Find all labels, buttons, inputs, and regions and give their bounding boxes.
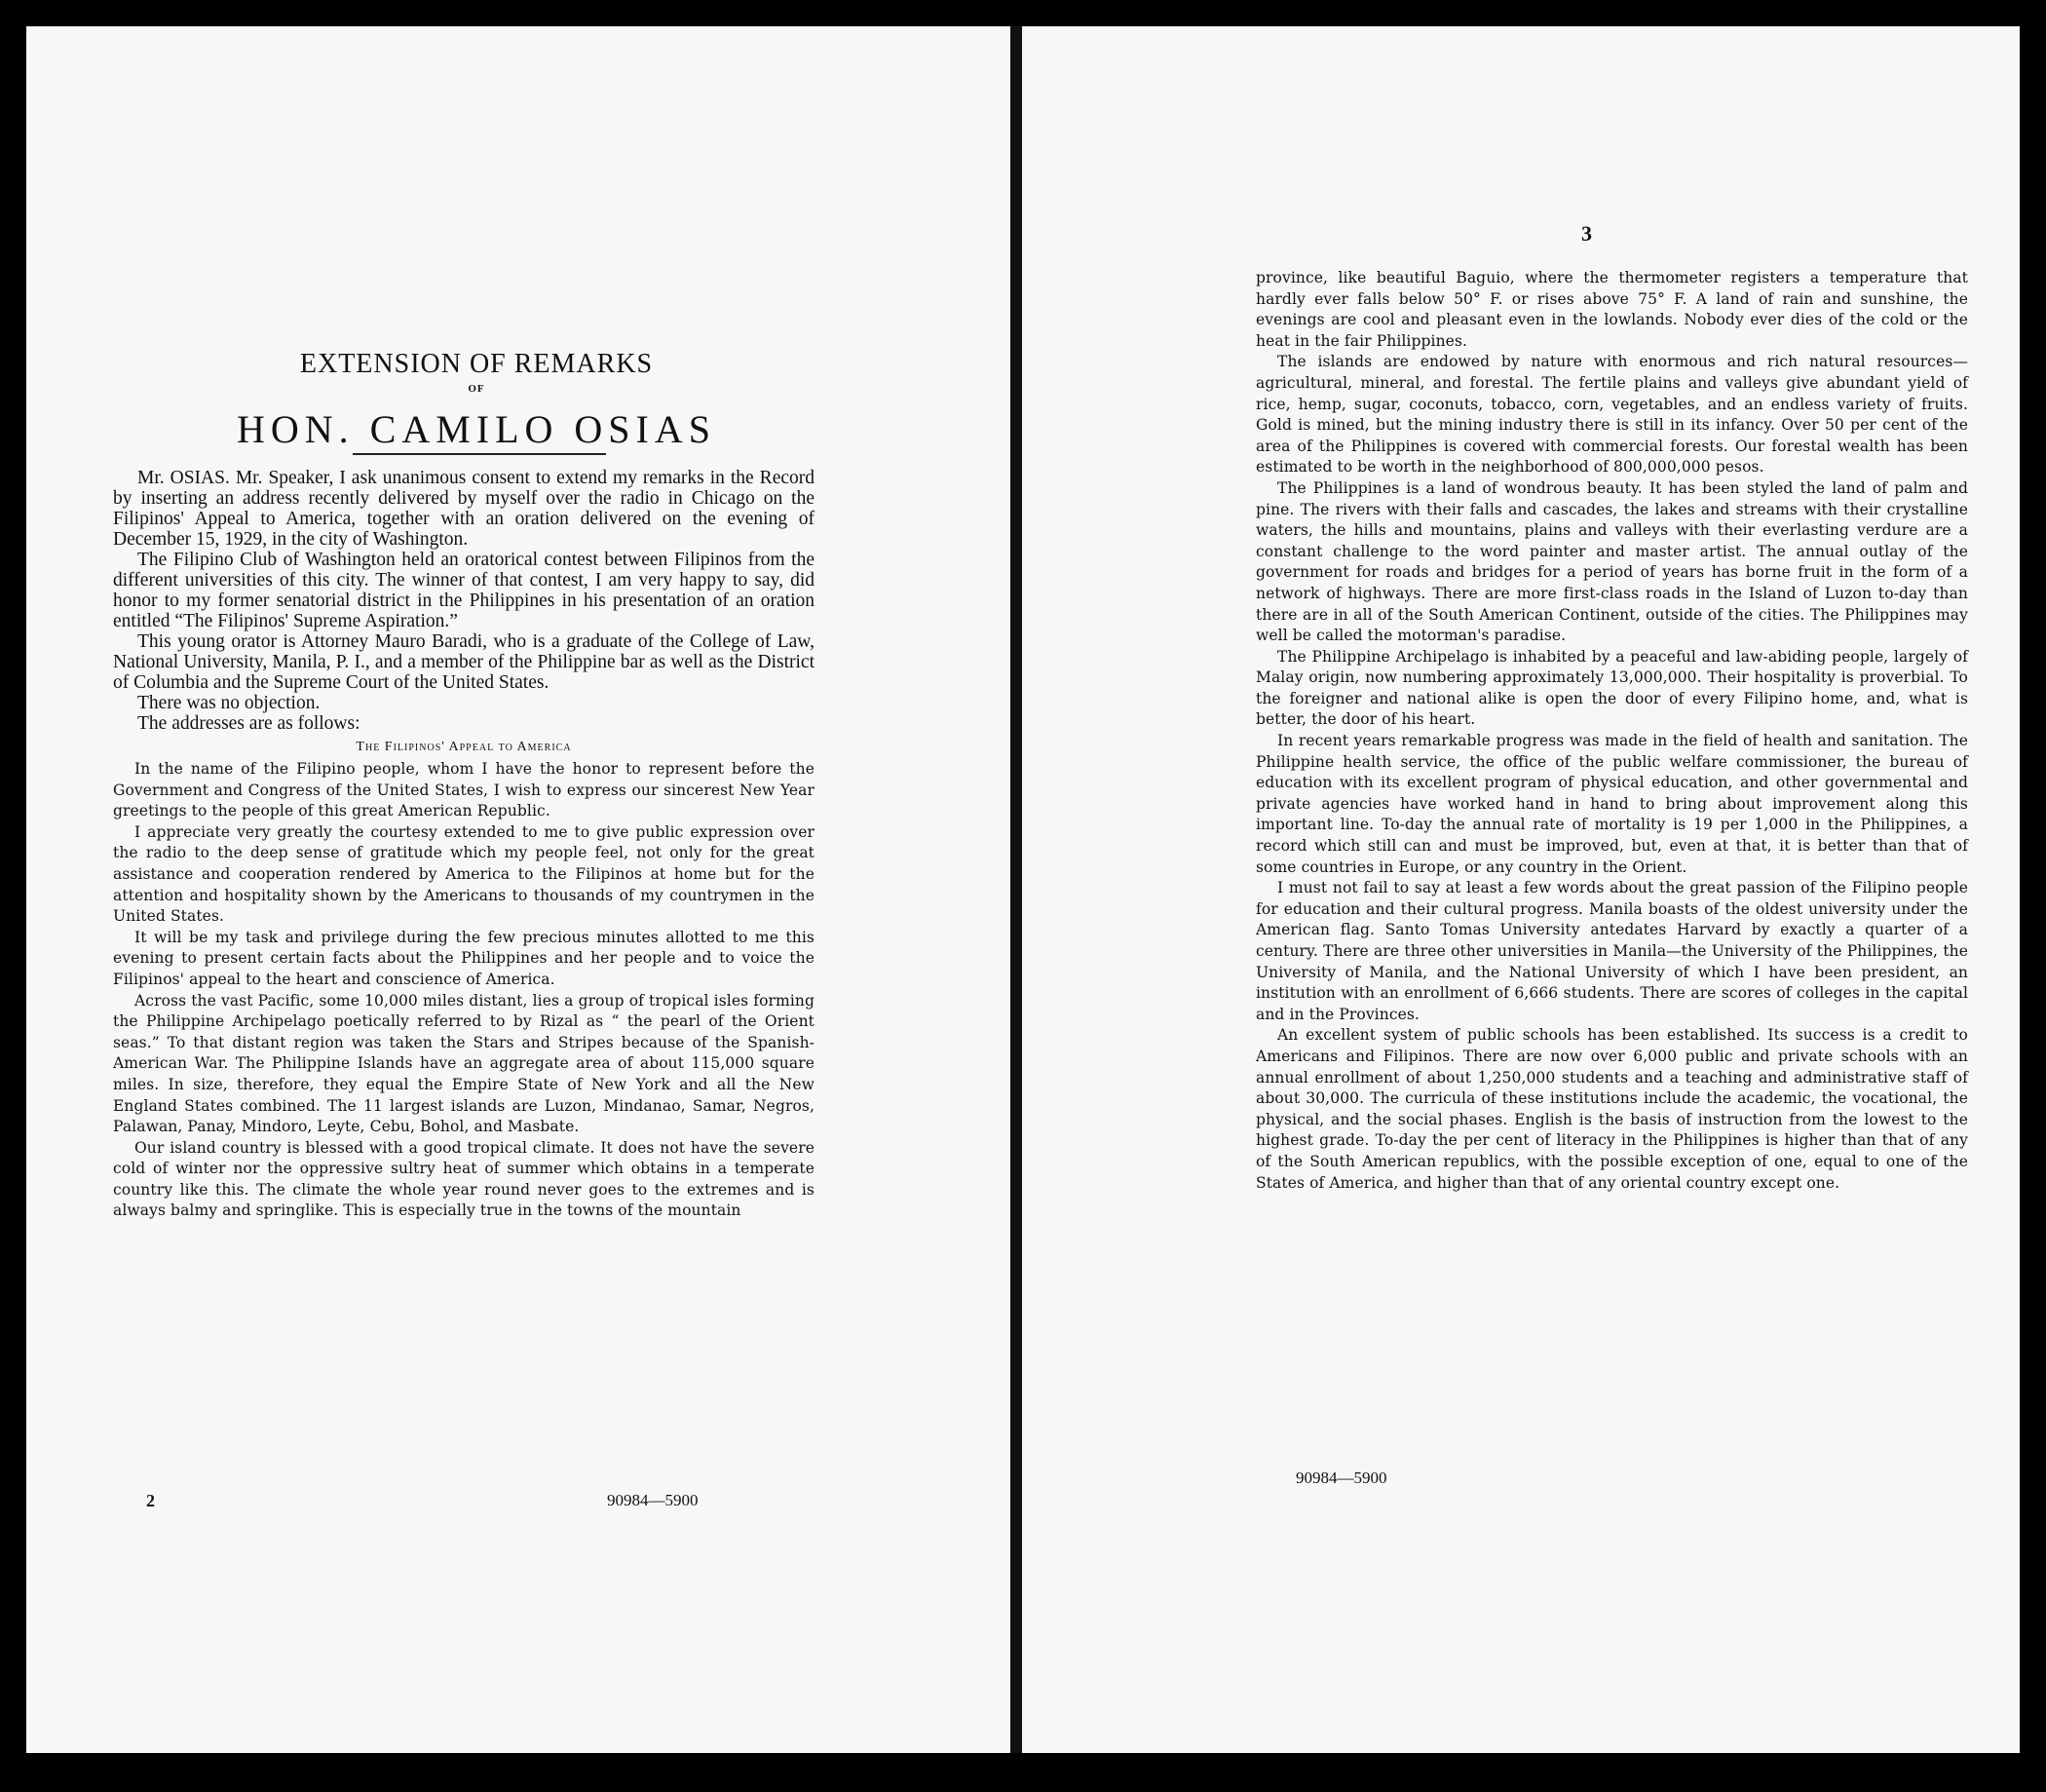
address-title: The Filipinos' Appeal to America [356,740,572,754]
body-paragraph: I appreciate very greatly the courtesy extended to me to give public expression over the radio to the deep sense of gratitude which my people feel, not only for the great assistance and cooperation rendered by America to the Filipinos at home but for the attention and hospitality shown by the Americans to thousands of my countrymen in the United States. [113,822,815,926]
body-paragraph: province, like beautiful Baguio, where the thermometer registers a temperature that hardly ever falls below 50° F. or rises above 75° F. A land of rain and sunshine, the evenings are cool and pleasant even in the lowlands. Nobody ever dies of the cold or the heat in the fair Philippines. [1256,269,1968,350]
body-paragraph: An excellent system of public schools has been established. Its success is a credit to Americans and Filipinos. There are now over 6,000 public and private schools with an annual enrollment of about 1,250,000 students and a teaching and administrative staff of about 30,000. The curricula of these institutions include the academic, the vocational, the physical, and the social phases. English is the basis of instruction from the lowest to the highest grade. To-day the per cent of literacy in the Philippines is higher than that of any of the South American republics, with the possible exception of one, equal to one of the States of America, and higher than that of any oriental country except one. [1256,1026,1968,1192]
intro-paragraph: The addresses are as follows: [137,713,360,734]
page-number: 2 [146,1491,155,1510]
body-paragraph: Our island country is blessed with a good tropical climate. It does not have the severe cold of winter nor the oppressive sultry heat of summer which obtains in a temperate country like this. The climate the whole year round never goes to the extremes and is always balmy and springlike. This is especially true in the towns of the mountain [113,1138,815,1220]
body-paragraph: The Philippines is a land of wondrous beauty. It has been styled the land of palm and pine. The rivers with their falls and cascades, the lakes and streams with their crystalline waters, the hills and mountains, plains and valleys with their everlasting verdure are a constant challenge to the word painter and master artist. The annual outlay of the government for roads and bridges for a period of years has borne fruit in the form of a network of highways. There are more first-class roads in the Island of Luzon to-day than there are in all of the South American Continent, outside of the cities. The Philippines may well be called the motorman's paradise. [1256,478,1968,645]
body-paragraph: The islands are endowed by nature with enormous and rich natural resources—agricultural, mineral, and forestal. The fertile plains and valleys give abundant yield of rice, hemp, sugar, coconuts, tobacco, corn, vegetables, and an endless variety of fruits. Gold is mined, but the mining industry there is still in its infancy. Over 50 per cent of the area of the Philippines is covered with commercial forests. Our forestal wealth has been estimated to be worth in the neighborhood of 800,000,000 pesos. [1256,353,1968,477]
speaker-name: HON. CAMILO OSIAS [236,407,717,451]
body-paragraph: Across the vast Pacific, some 10,000 miles distant, lies a group of tropical isles forming the Philippine Archipelago poetically referred to by Rizal as “ the pearl of the Orient seas.” To that distant region was taken the Stars and Stripes because of the Spanish-American War. The Philippine Islands have an aggregate area of about 115,000 square miles. In size, therefore, they equal the Empire State of New York and all the New England States combined. The 11 largest islands are Luzon, Mindanao, Samar, Negros, Palawan, Panay, Mindoro, Leyte, Cebu, Bohol, and Masbate. [113,991,815,1136]
intro-paragraph: There was no objection. [137,693,321,713]
intro-paragraph: The Filipino Club of Washington held an oratorical contest between Filipinos from the different universities of this city. The winner of that contest, I am very happy to say, did honor to my former senatorial district in the Philippines in his presentation of an oration entitled “The Filipinos' Supreme Aspiration.” [113,550,815,631]
body-paragraph: In the name of the Filipino people, whom I have the honor to represent before the Government and Congress of the United States, I wish to express our sincerest New Year greetings to the people of this great American Republic. [113,760,815,820]
body-paragraph: In recent years remarkable progress was made in the field of health and sanitation. The Philippine health service, the office of the public welfare commissioner, the bureau of education with its excellent program of physical education, and other governmental and private agencies have worked hand in hand to bring about improvement along this important line. To-day the annual rate of mortality is 19 per 1,000 in the Philippines, a record which still can and must be improved, but, even at that, it is better than that of some countries in Europe, or any country in the Orient. [1256,732,1968,876]
job-number: 90984—5900 [1296,1468,1387,1487]
left-body-text [113,759,815,1222]
document-heading: EXTENSION OF REMARKS [299,349,654,379]
page-gutter [1010,26,1022,1753]
intro-block [113,468,815,1222]
body-paragraph: The Philippine Archipelago is inhabited by a peaceful and law-abiding people, largely of Malay origin, now numbering approximately 13,000,000. Their hospitality is proverbial. To the foreigner and national alike is open the door of every Filipino home, and, what is better, the door of his heart. [1256,647,1968,729]
left-page [26,26,1010,1753]
body-paragraph: It will be my task and privilege during the few precious minutes allotted to me this evening to present certain facts about the Philippines and her people and to voice the Filipinos' appeal to the heart and conscience of America. [113,928,815,988]
page-number: 3 [1581,221,1592,246]
job-number: 90984—5900 [607,1491,699,1509]
intro-paragraph: This young orator is Attorney Mauro Baradi, who is a graduate of the College of Law, National University, Manila, P. I., and a member of the Philippine bar as well as the District of Columbia and the Supreme Court of the United States. [113,631,815,693]
right-page [1022,26,2020,1753]
heading-of: OF [468,383,485,395]
body-paragraph: I must not fail to say at least a few words about the great passion of the Filipino people for education and their cultural progress. Manila boasts of the oldest university under the American flag. Santo Tomas University antedates Harvard by exactly a quarter of a century. There are three other universities in Manila—the University of the Philippines, the University of Manila, and the National University of which I have been president, an institution with an enrollment of 6,666 students. There are scores of colleges in the capital and in the Provinces. [1256,879,1968,1023]
heading-rule [353,453,606,455]
intro-paragraph: Mr. OSIAS. Mr. Speaker, I ask unanimous consent to extend my remarks in the Record by inserting an address recently delivered by myself over the radio in Chicago on the Filipinos' Appeal to America, together with an oration delivered on the evening of December 15, 1929, in the city of Washington. [113,468,815,550]
right-body-text [1256,268,1968,1194]
